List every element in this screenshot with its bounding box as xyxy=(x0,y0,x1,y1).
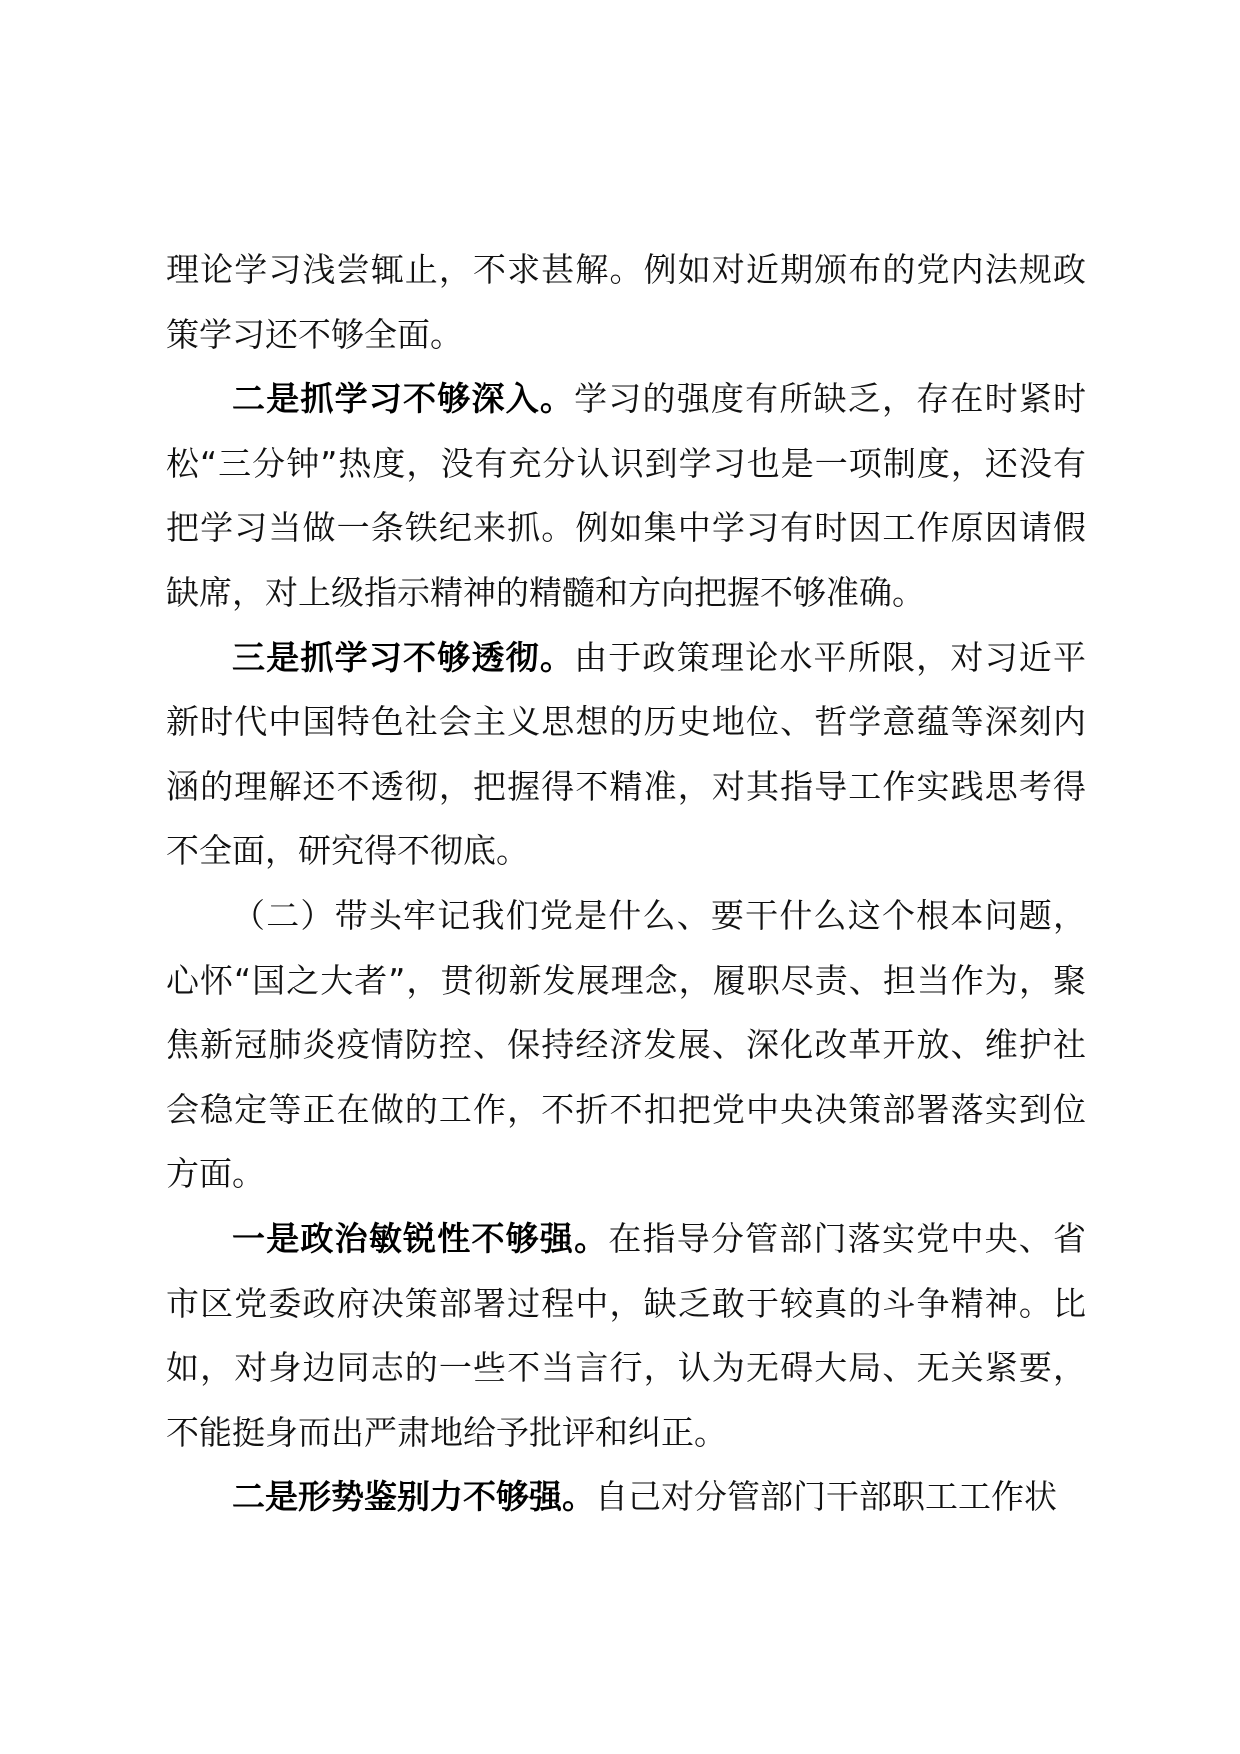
section-heading-2 xyxy=(166,884,1086,1207)
paragraph-heading: 二是抓学习不够深入。 xyxy=(232,379,575,419)
paragraph-heading: 一是政治敏锐性不够强。 xyxy=(232,1218,609,1258)
paragraph-situation-judgment xyxy=(166,1465,1086,1530)
paragraph-heading: 二是形势鉴别力不够强。 xyxy=(232,1477,595,1517)
paragraph-text: 自己对分管部门干部职工工作状 xyxy=(595,1477,1057,1517)
paragraph-political-sensitivity xyxy=(166,1207,1086,1465)
paragraph-text: 在指导分管部门落实党中央、省市区党委政府决策部署过程中，缺乏敢于较真的斗争精神。比如，对身边同志的一些不当言行，认为无碍大局、无关紧要，不能挺身而出严肃地给予批评和纠正。 xyxy=(166,1218,1087,1452)
paragraph-study-thoroughness xyxy=(166,626,1086,884)
document-body xyxy=(166,238,1086,1530)
paragraph-heading: 三是抓学习不够透彻。 xyxy=(232,637,575,677)
paragraph-continuation xyxy=(166,238,1086,367)
paragraph-text: 理论学习浅尝辄止，不求甚解。例如对近期颁布的党内法规政策学习还不够全面。 xyxy=(166,250,1086,354)
paragraph-text: 由于政策理论水平所限，对习近平新时代中国特色社会主义思想的历史地位、哲学意蕴等深刻内涵的理解还不透彻，把握得不精准，对其指导工作实践思考得不全面，研究得不彻底。 xyxy=(166,637,1087,871)
paragraph-study-depth xyxy=(166,367,1086,625)
paragraph-text: 学习的强度有所缺乏，存在时紧时松“三分钟”热度，没有充分认识到学习也是一项制度，还没有把学习当做一条铁纪来抓。例如集中学习有时因工作原因请假缺席，对上级指示精神的精髓和方向把握不够准确。 xyxy=(166,379,1087,612)
paragraph-text: （二）带头牢记我们党是什么、要干什么这个根本问题，心怀“国之大者”，贯彻新发展理念，履职尽责、担当作为，聚焦新冠肺炎疫情防控、保持经济发展、深化改革开放、维护社会稳定等正在做的工作，不折不扣把党中央决策部署落实到位方面。 xyxy=(166,895,1086,1194)
